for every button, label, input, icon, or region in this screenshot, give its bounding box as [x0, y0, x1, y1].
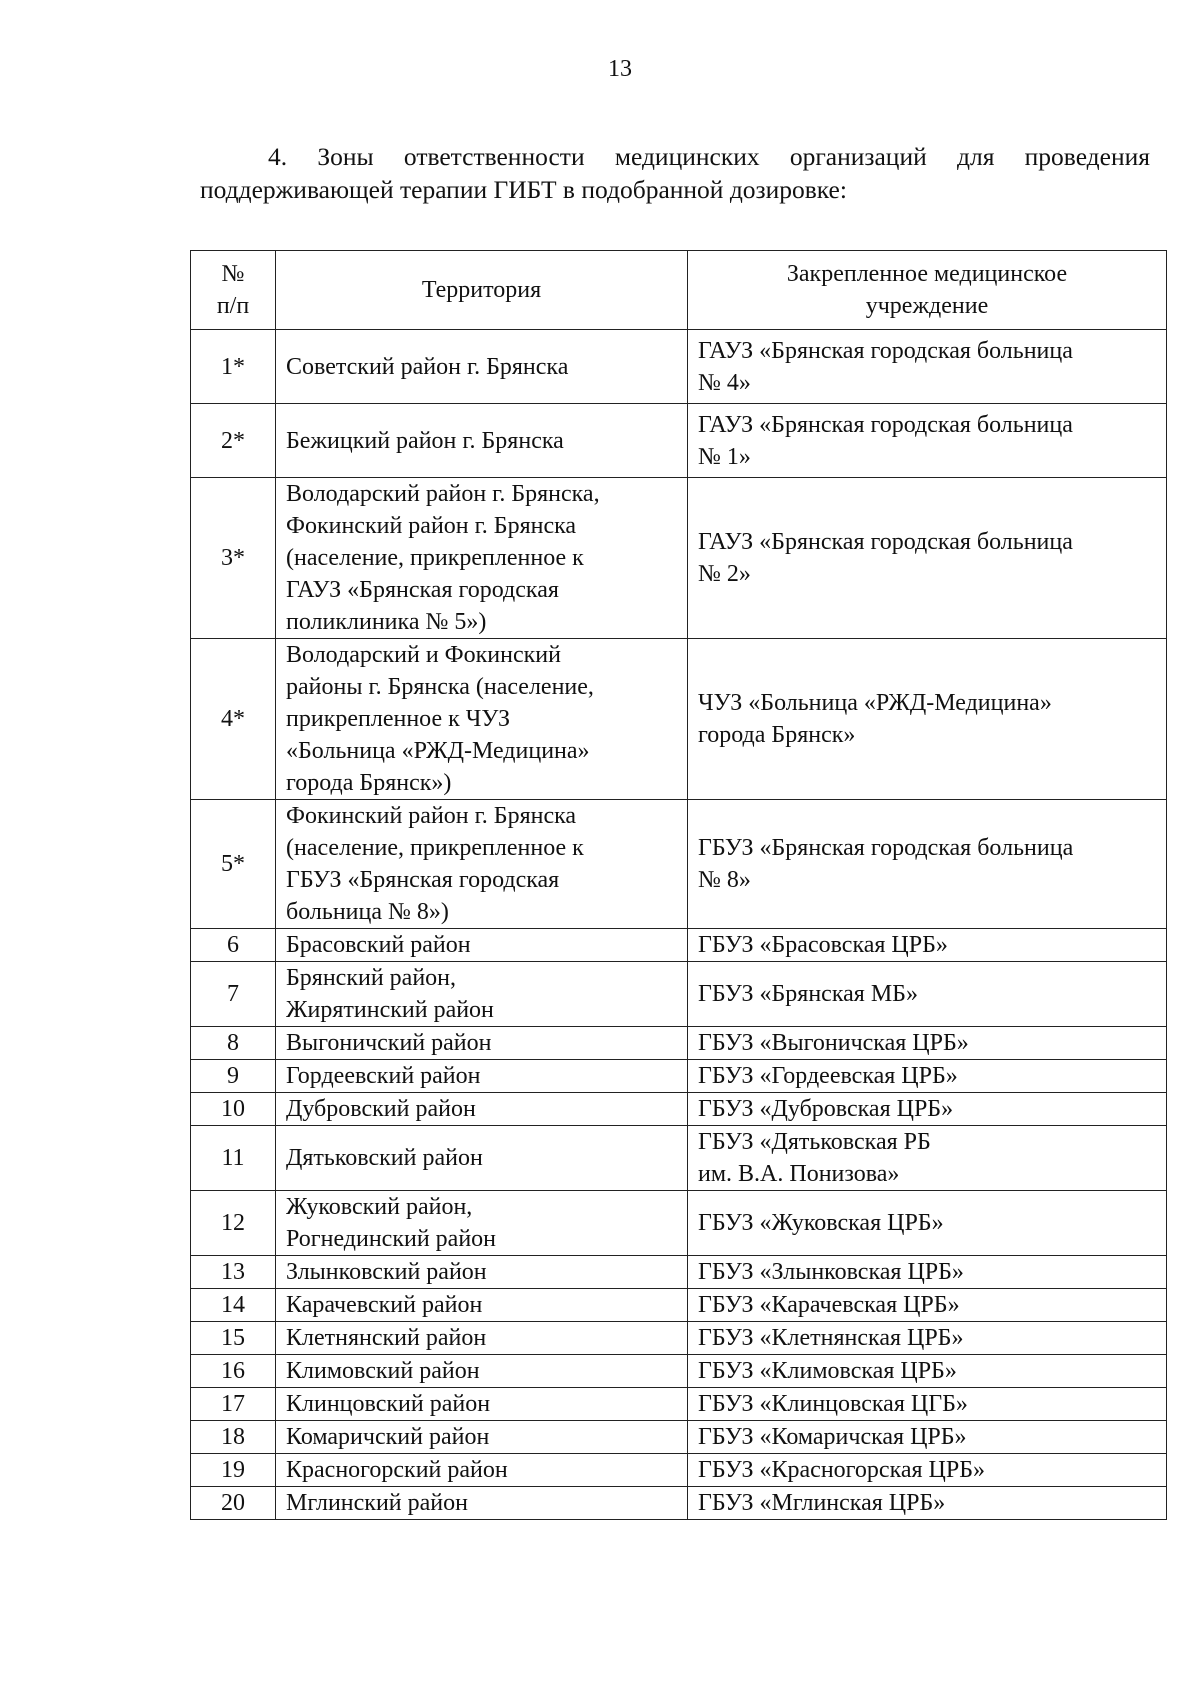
row-number: 2* [191, 404, 276, 478]
row-number: 18 [191, 1421, 276, 1454]
row-territory: Клинцовский район [276, 1388, 688, 1421]
row-institution: ГБУЗ «Дятьковская РБ им. В.А. Понизова» [688, 1126, 1167, 1191]
table-row [191, 1421, 1167, 1454]
row-territory: Мглинский район [276, 1487, 688, 1520]
row-institution: ГБУЗ «Брянская городская больница № 8» [688, 800, 1167, 929]
table-row [191, 1027, 1167, 1060]
table-row [191, 1388, 1167, 1421]
table-row [191, 1256, 1167, 1289]
row-number: 13 [191, 1256, 276, 1289]
row-institution: ГАУЗ «Брянская городская больница № 4» [688, 330, 1167, 404]
table-row [191, 1487, 1167, 1520]
row-institution: ГБУЗ «Клинцовская ЦГБ» [688, 1388, 1167, 1421]
row-number: 1* [191, 330, 276, 404]
page-number: 13 [608, 56, 632, 82]
header-number: № п/п [191, 251, 276, 330]
row-number: 3* [191, 478, 276, 639]
row-territory: Злынковский район [276, 1256, 688, 1289]
row-territory: Клетнянский район [276, 1322, 688, 1355]
row-territory: Карачевский район [276, 1289, 688, 1322]
row-territory: Гордеевский район [276, 1060, 688, 1093]
table-row [191, 1454, 1167, 1487]
row-number: 14 [191, 1289, 276, 1322]
row-territory: Володарский и Фокинский районы г. Брянска (население, прикрепленное к ЧУЗ «Больница «РЖД-Медицина» города Брянск») [276, 639, 688, 800]
row-territory: Советский район г. Брянска [276, 330, 688, 404]
row-number: 19 [191, 1454, 276, 1487]
row-territory: Бежицкий район г. Брянска [276, 404, 688, 478]
row-number: 7 [191, 962, 276, 1027]
row-number: 8 [191, 1027, 276, 1060]
row-territory: Брянский район, Жирятинский район [276, 962, 688, 1027]
section-heading [200, 140, 1150, 206]
table-row [191, 639, 1167, 800]
row-territory: Красногорский район [276, 1454, 688, 1487]
row-number: 10 [191, 1093, 276, 1126]
responsibility-zones-table [190, 250, 1167, 1520]
table-row [191, 1093, 1167, 1126]
table-body [191, 330, 1167, 1520]
row-institution: ГБУЗ «Климовская ЦРБ» [688, 1355, 1167, 1388]
row-territory: Дятьковский район [276, 1126, 688, 1191]
table-row [191, 962, 1167, 1027]
table-header-row [191, 251, 1167, 330]
row-number: 11 [191, 1126, 276, 1191]
row-number: 12 [191, 1191, 276, 1256]
row-territory: Выгоничский район [276, 1027, 688, 1060]
row-institution: ГБУЗ «Жуковская ЦРБ» [688, 1191, 1167, 1256]
row-territory: Володарский район г. Брянска, Фокинский район г. Брянска (население, прикрепленное к ГАУЗ «Брянская городская поликлиника № 5») [276, 478, 688, 639]
row-institution: ГБУЗ «Клетнянская ЦРБ» [688, 1322, 1167, 1355]
row-territory: Фокинский район г. Брянска (население, прикрепленное к ГБУЗ «Брянская городская больница № 8») [276, 800, 688, 929]
row-territory: Брасовский район [276, 929, 688, 962]
table-row [191, 1289, 1167, 1322]
row-number: 5* [191, 800, 276, 929]
row-institution: ГБУЗ «Брасовская ЦРБ» [688, 929, 1167, 962]
row-institution: ГБУЗ «Гордеевская ЦРБ» [688, 1060, 1167, 1093]
row-territory: Комаричский район [276, 1421, 688, 1454]
table-row [191, 1060, 1167, 1093]
row-territory: Климовский район [276, 1355, 688, 1388]
row-institution: ГБУЗ «Красногорская ЦРБ» [688, 1454, 1167, 1487]
row-number: 16 [191, 1355, 276, 1388]
row-number: 4* [191, 639, 276, 800]
table-row [191, 1322, 1167, 1355]
row-institution: ГБУЗ «Карачевская ЦРБ» [688, 1289, 1167, 1322]
table-row [191, 330, 1167, 404]
table-row [191, 1126, 1167, 1191]
row-institution: ГБУЗ «Злынковская ЦРБ» [688, 1256, 1167, 1289]
row-territory: Дубровский район [276, 1093, 688, 1126]
table-row [191, 800, 1167, 929]
row-institution: ГАУЗ «Брянская городская больница № 2» [688, 478, 1167, 639]
row-number: 9 [191, 1060, 276, 1093]
row-number: 6 [191, 929, 276, 962]
row-number: 15 [191, 1322, 276, 1355]
row-territory: Жуковский район, Рогнединский район [276, 1191, 688, 1256]
table-row [191, 404, 1167, 478]
table-row [191, 478, 1167, 639]
row-institution: ГБУЗ «Комаричская ЦРБ» [688, 1421, 1167, 1454]
row-institution: ГБУЗ «Выгоничская ЦРБ» [688, 1027, 1167, 1060]
heading-line-1: 4. Зоны ответственности медицинских организаций для проведения [268, 142, 1150, 171]
row-institution: ГБУЗ «Брянская МБ» [688, 962, 1167, 1027]
row-institution: ГБУЗ «Мглинская ЦРБ» [688, 1487, 1167, 1520]
row-institution: ГБУЗ «Дубровская ЦРБ» [688, 1093, 1167, 1126]
header-institution: Закрепленное медицинское учреждение [688, 251, 1167, 330]
table-row [191, 929, 1167, 962]
row-number: 17 [191, 1388, 276, 1421]
table-row [191, 1355, 1167, 1388]
row-institution: ЧУЗ «Больница «РЖД-Медицина» города Брянск» [688, 639, 1167, 800]
row-number: 20 [191, 1487, 276, 1520]
heading-line-2: поддерживающей терапии ГИБТ в подобранной дозировке: [200, 175, 847, 204]
header-territory: Территория [276, 251, 688, 330]
row-institution: ГАУЗ «Брянская городская больница № 1» [688, 404, 1167, 478]
table-row [191, 1191, 1167, 1256]
